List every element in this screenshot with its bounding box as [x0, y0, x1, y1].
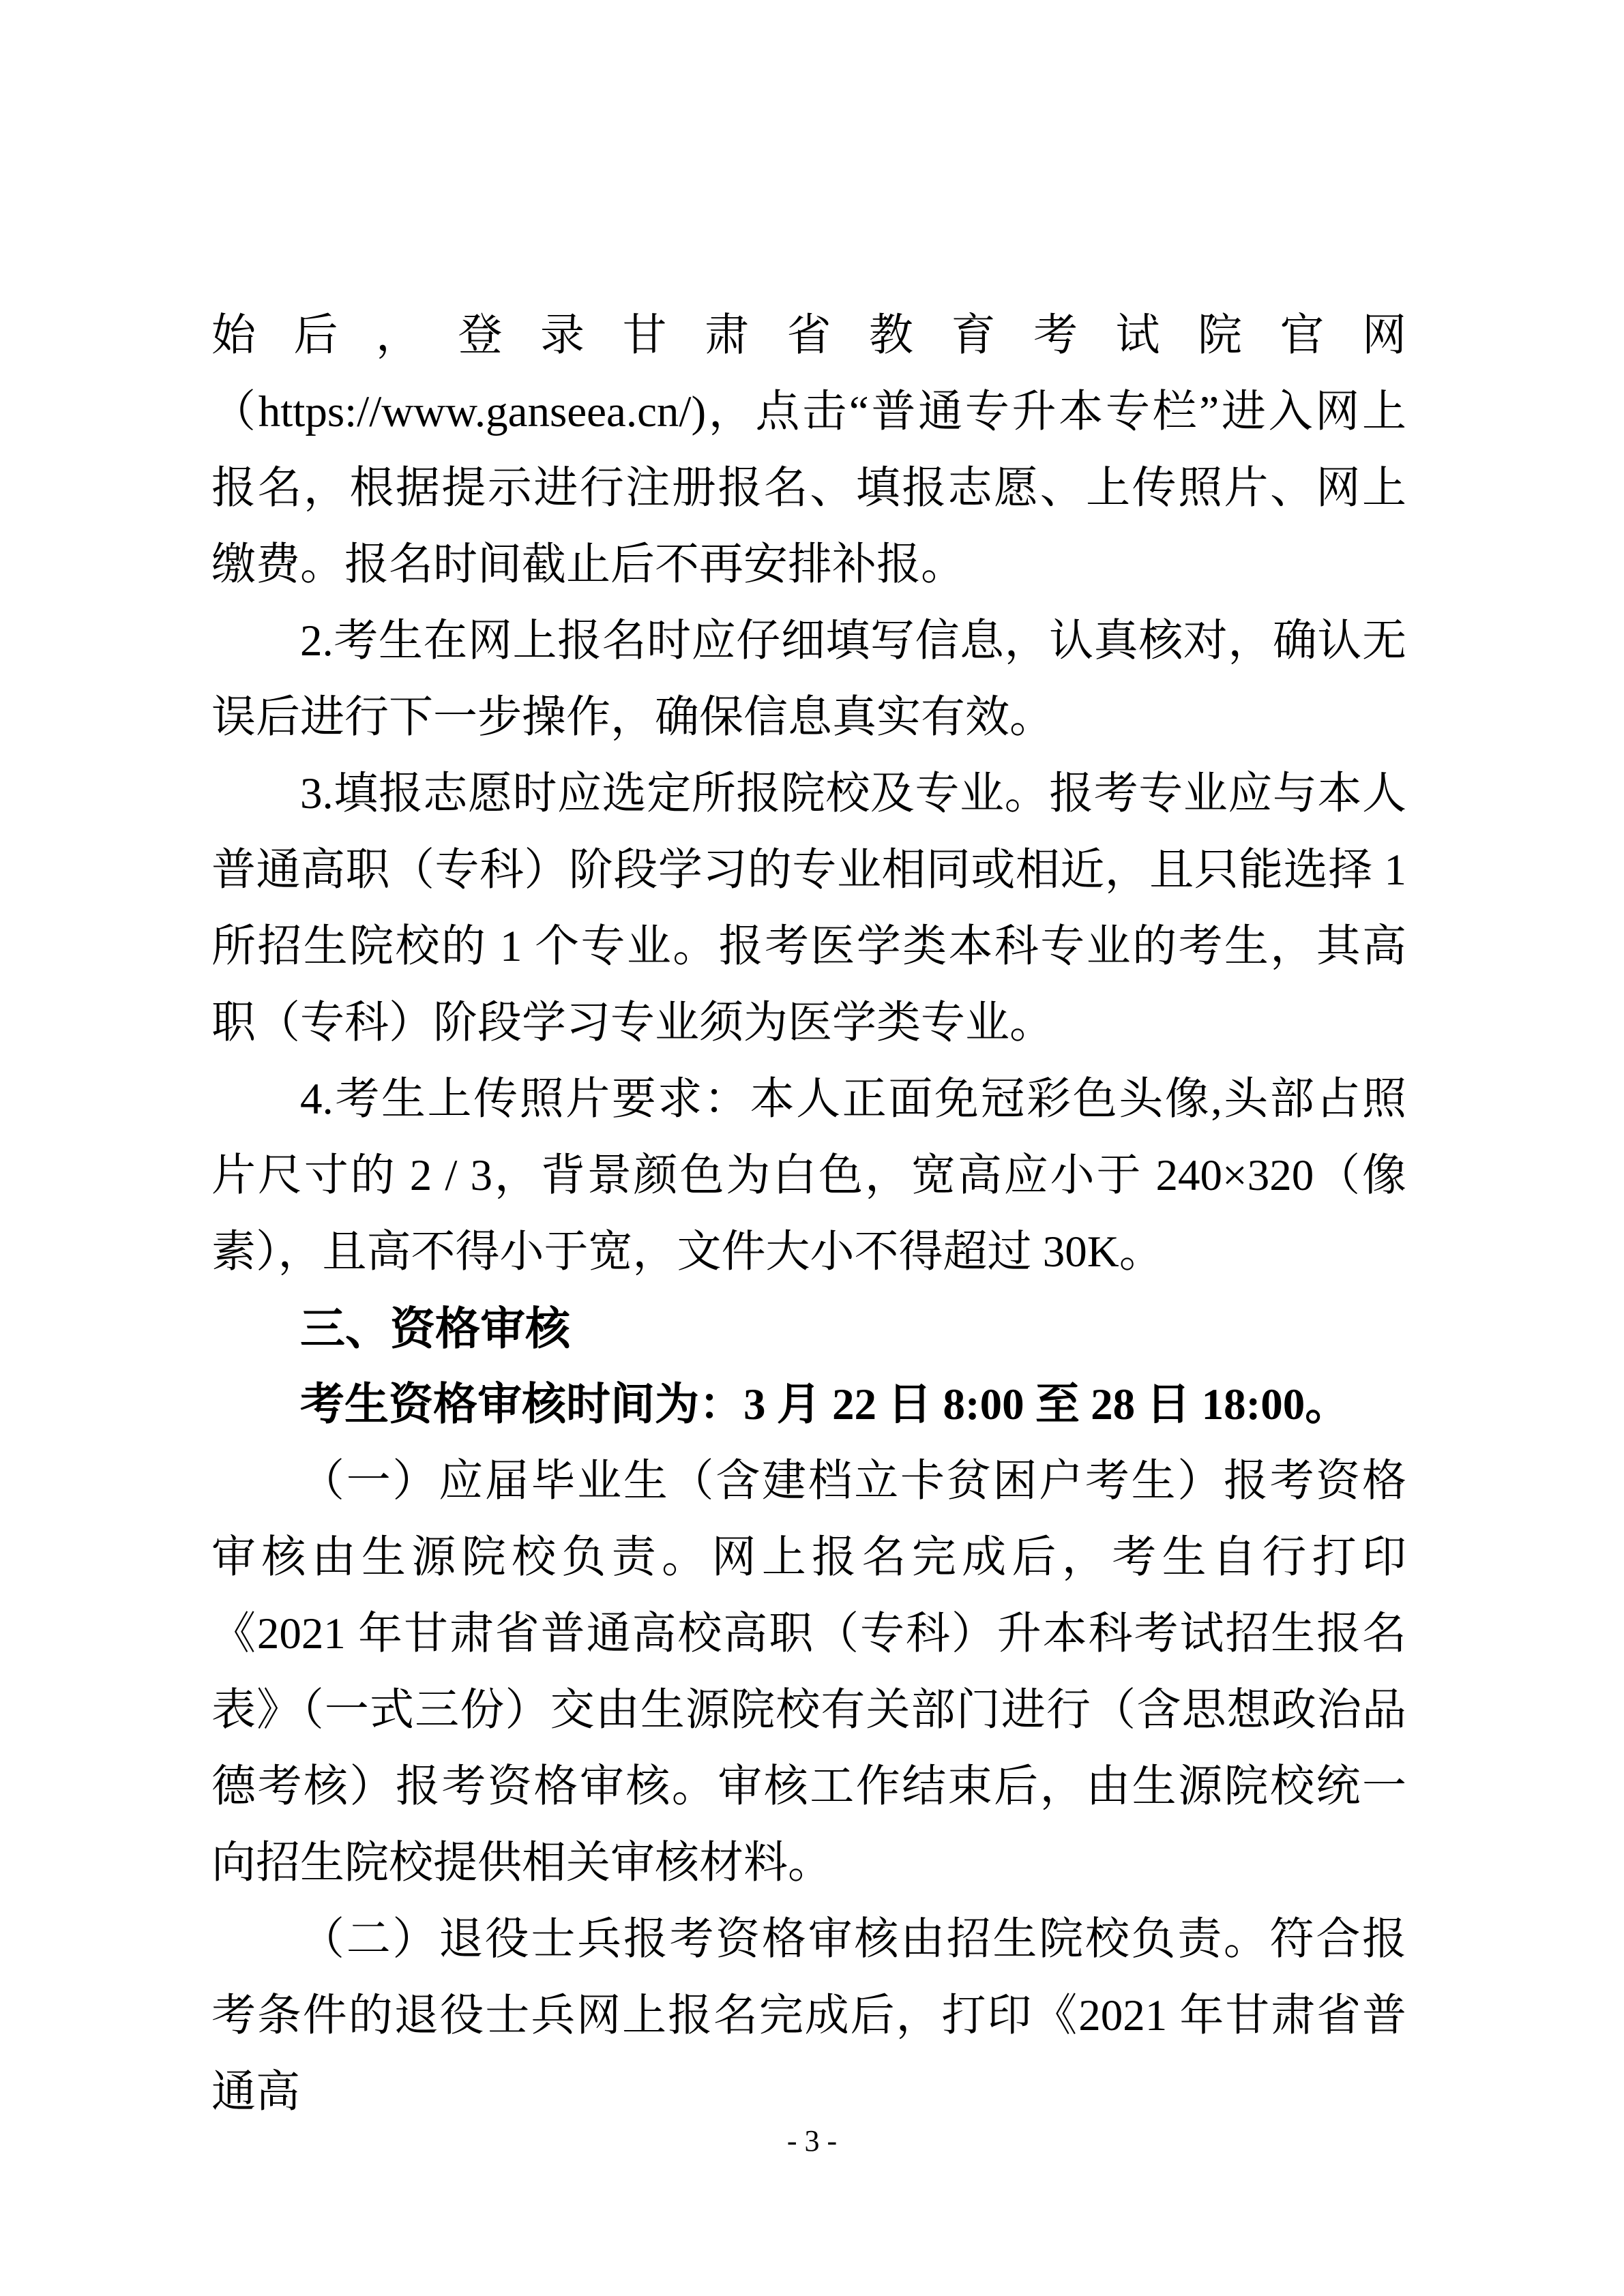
- section-heading: 三、资格审核: [300, 1303, 570, 1354]
- paragraph-item-4: 4.考生上传照片要求：本人正面免冠彩色头像,头部占照片尺寸的 2 / 3，背景颜色为白色，宽高应小于 240×320（像素），且高不得小于宽，文件大小不得超过 30K。: [211, 1075, 1406, 1277]
- paragraph-sub-2: （二）退役士兵报考资格审核由招生院校负责。符合报考条件的退役士兵网上报名完成后，打印《2021 年甘肃省普通高: [211, 1915, 1406, 2117]
- paragraph-continuation: 始后，登录甘肃省教育考试院官网（https://www.ganseea.cn/)，点击“普通专升本专栏”进入网上报名，根据提示进行注册报名、填报志愿、上传照片、网上缴费。报名时间截止后不再安排补报。: [211, 311, 1406, 589]
- review-time-line: 考生资格审核时间为：3 月 22 日 8:00 至 28 日 18:00。: [300, 1380, 1350, 1429]
- paragraph-sub-1: （一）应届毕业生（含建档立卡贫困户考生）报考资格审核由生源院校负责。网上报名完成后，考生自行打印《2021 年甘肃省普通高校高职（专科）升本科考试招生报名表》（一式三份）交由生源院校有关部门进行（含思想政治品德考核）报考资格审核。审核工作结束后，由生源院校统一向招生院校提供相关审核材料。: [211, 1457, 1406, 1888]
- paragraph-item-3: 3.填报志愿时应选定所报院校及专业。报考专业应与本人普通高职（专科）阶段学习的专业相同或相近，且只能选择 1 所招生院校的 1 个专业。报考医学类本科专业的考生，其高职（专科）阶段学习专业须为医学类专业。: [211, 769, 1406, 1047]
- document-body: [211, 297, 1406, 2130]
- paragraph-item-2: 2.考生在网上报名时应仔细填写信息，认真核对，确认无误后进行下一步操作，确保信息真实有效。: [211, 616, 1406, 742]
- page-number: - 3 -: [786, 2124, 838, 2158]
